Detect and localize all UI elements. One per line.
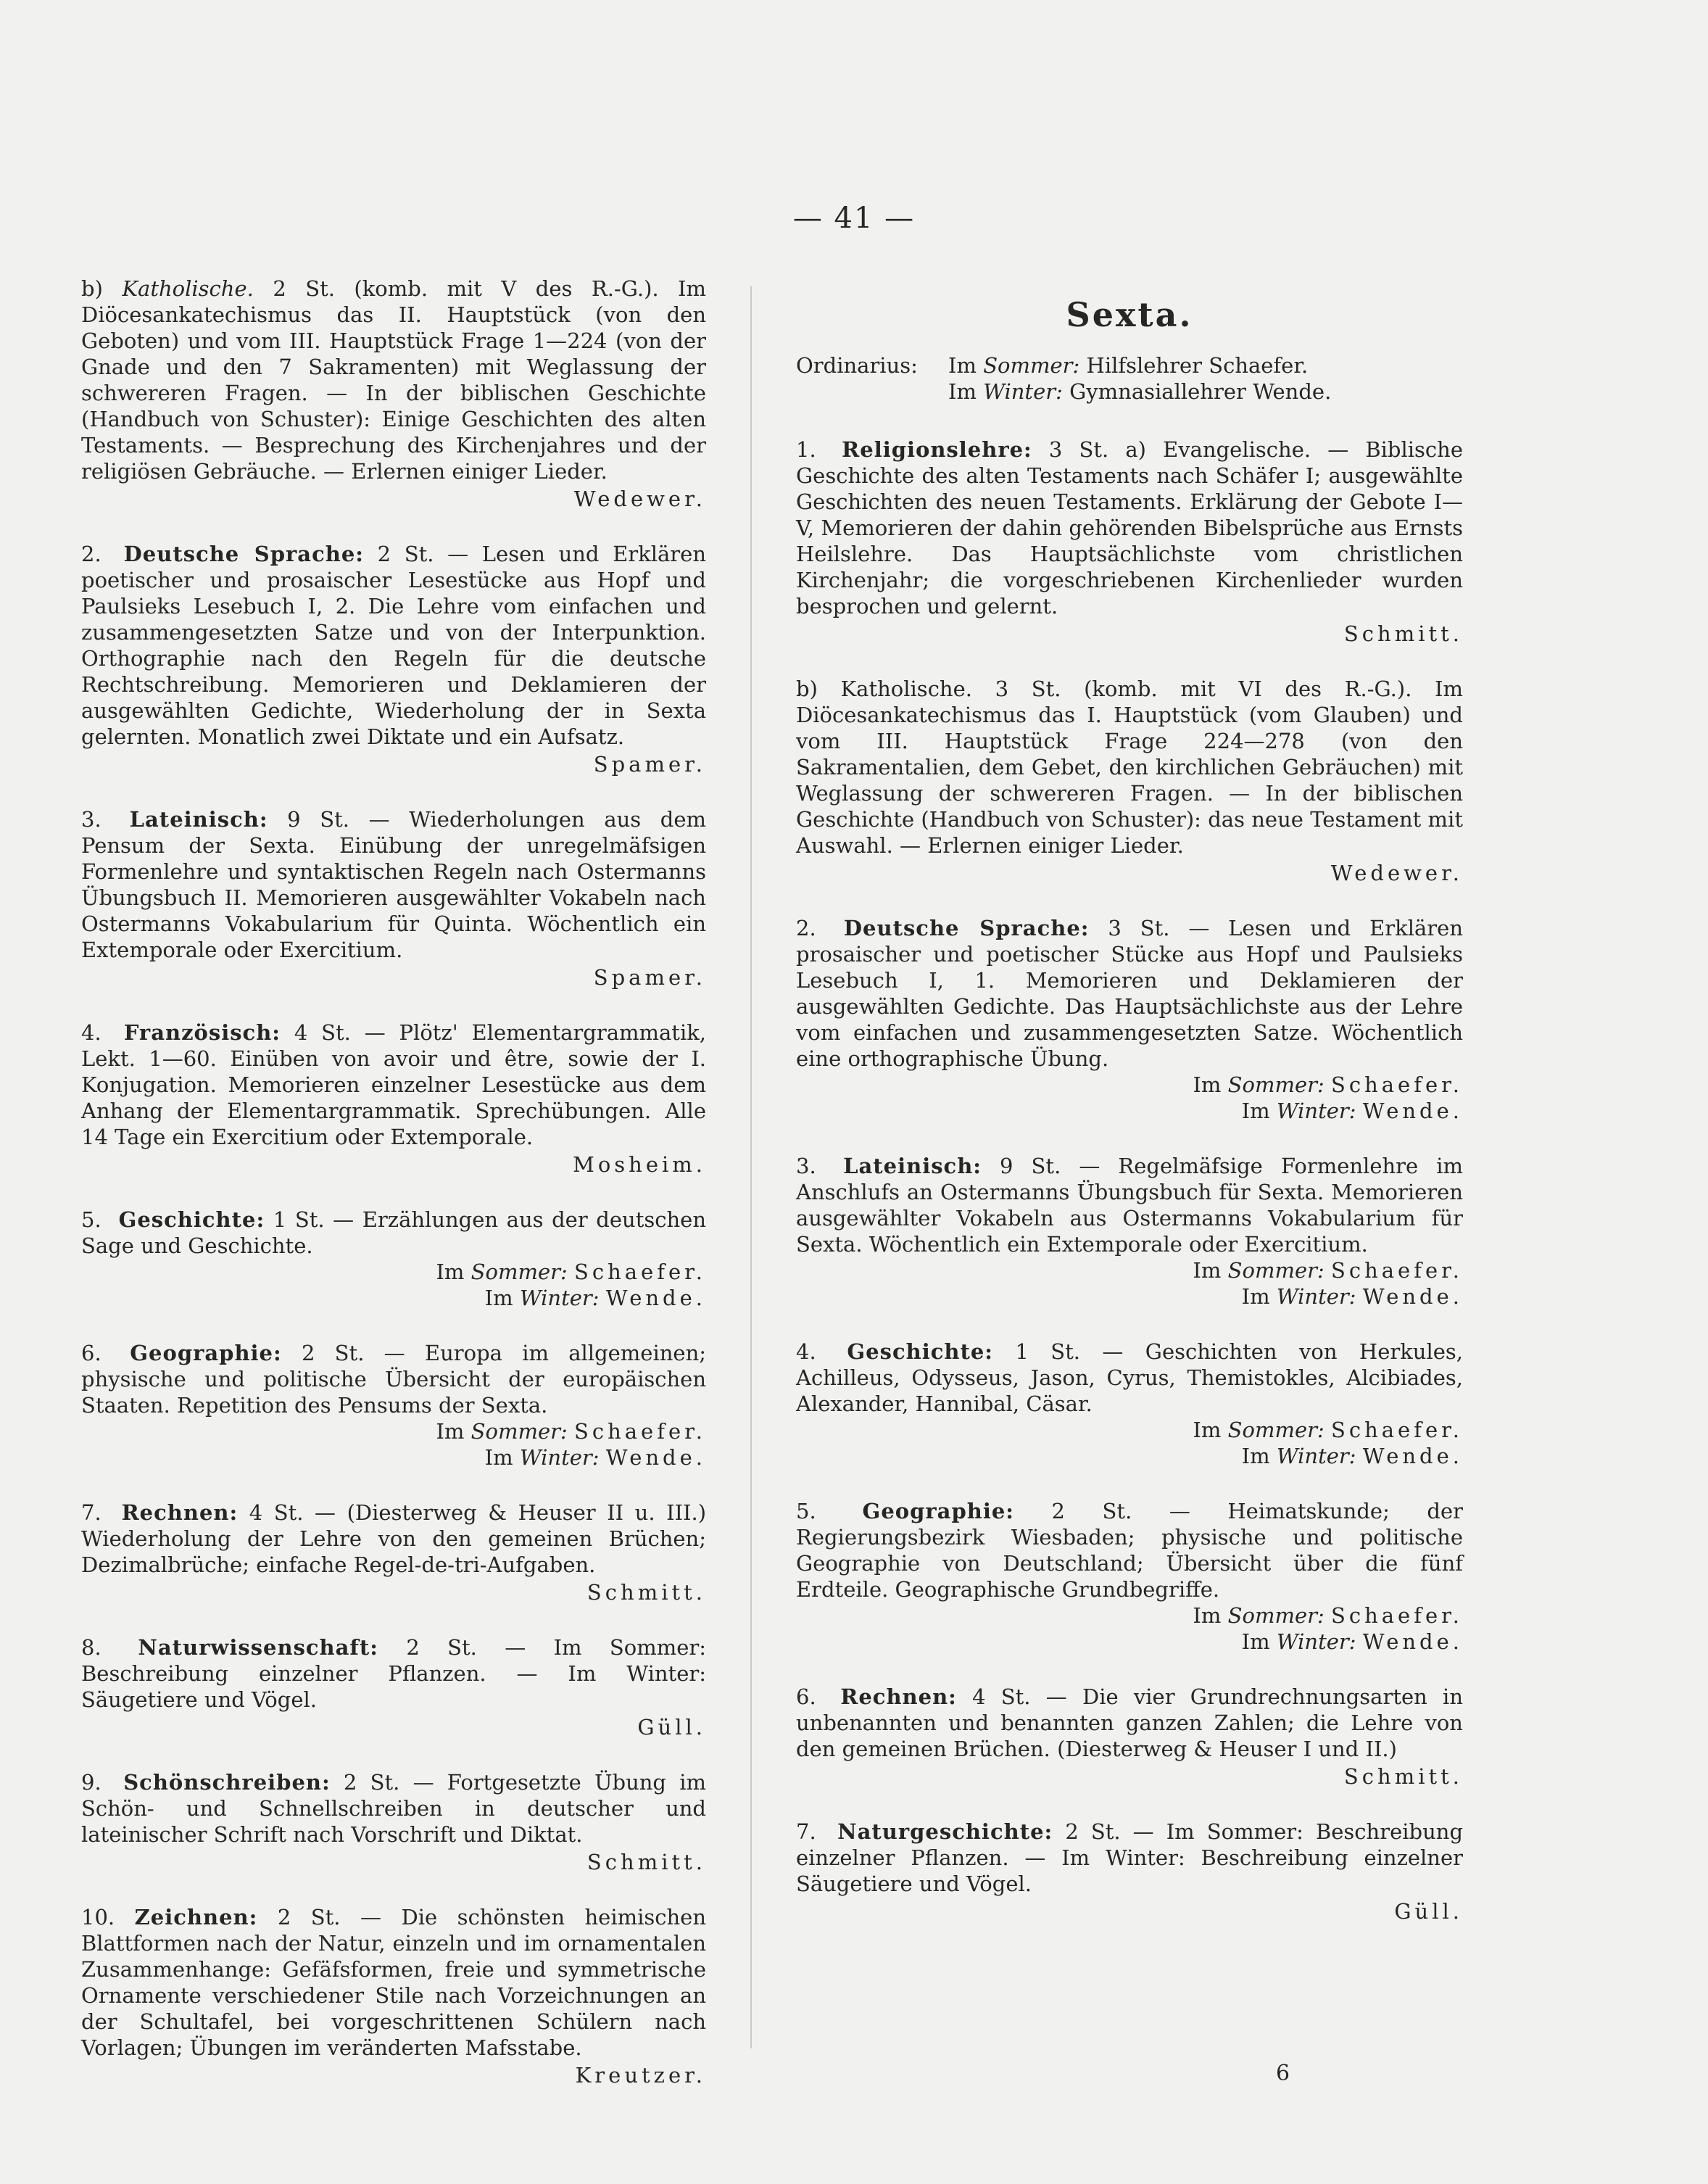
subject-title: Geschichte: [847,1339,994,1364]
teacher-name: Schmitt. [586,1580,706,1605]
entry-text: 4 St. — Die vier Grundrechnungsarten in unbenannten und benannten ganzen Zahlen; die Lehre von den gemeinen Brüchen. (Diesterweg & Heuser I und II.) [796,1684,1464,1761]
winter-teacher: Gymnasiallehrer Wende. [1069,379,1332,404]
item-number: 10. [81,1905,115,1929]
item-number: 4. [796,1339,816,1364]
right-column [796,276,1463,1953]
entry-text: 3 St. — Lesen und Erklären prosaischer und poetischer Stücke aus Hopf und Paulsieks Lesebuch I, 1. Memorieren und Deklamieren der ausgewählten Gedichte. Das Hauptsächlichste aus der Lehre vom einfachen und zusammengesetzten Satze. Wöchentlich eine orthographische Übung. [796,916,1464,1071]
list-item [796,437,1463,647]
item-number: 1. [796,437,816,462]
subject-title: Religionslehre: [842,437,1032,462]
left-column [81,276,706,2117]
winter-teacher: Im Winter: Wende. [1241,1444,1463,1468]
summer-teacher: Im Sommer: Schaefer. [436,1259,706,1284]
teacher-name: Mosheim. [573,1152,706,1177]
list-item [81,1019,706,1178]
list-item [81,1769,706,1875]
ordinarius-block: Ordinarius: Im Sommer: Hilfslehrer Schaefer. Im Winter: Gymnasiallehrer Wende. [796,353,1332,404]
subject-title: Geographie: [130,1341,282,1365]
subject-title: Deutsche Sprache: [843,916,1090,940]
teacher-name: Güll. [1394,1899,1463,1924]
item-number: 3. [796,1154,816,1178]
subject-title: Rechnen: [840,1684,957,1709]
list-item [81,1340,706,1471]
item-number: 5. [796,1499,816,1523]
subject-title: Geographie: [862,1499,1014,1523]
item-number: 6. [81,1341,101,1365]
entry-text: 2 St. — Im Sommer: Beschreibung einzelner Pflanzen. — Im Winter: Beschreibung einzelner Säugetiere und Vögel. [796,1819,1464,1896]
list-item [81,1904,706,2088]
item-number: 7. [796,1819,816,1844]
column-divider [750,286,752,2048]
entry-text: 4 St. — (Diesterweg & Heuser II u. III.) Wiederholung der Lehre von den gemeinen Brüchen; Dezimalbrüche; einfache Regel-de-tri-Aufgaben. [81,1500,707,1577]
list-item [81,1500,706,1605]
entry-text: 2 St. — Die schönsten heimischen Blattformen nach der Natur, einzeln und im ornamentalen Zusammenhange: Gefäfsformen, freie und symmetrische Ornamente verschiedener Stile nach Vorzeichnungen an der Schultafel, bei vorgeschrittenen Schülern nach Vorlagen; Übungen im veränderten Mafsstabe. [81,1905,707,2060]
entry-text: 2 St. — Europa im allgemeinen; physische und politische Übersicht der europäischen Staaten. Repetition des Pensums der Sexta. [81,1341,707,1418]
entry-text: 2 St. — Im Sommer: Beschreibung einzelner Pflanzen. — Im Winter: Säugetiere und Vögel. [81,1635,706,1712]
list-item [81,806,706,990]
teacher-name: Kreutzer. [575,2063,706,2088]
list-item [81,541,706,777]
entry-text: 4 St. — Plötz' Elementargrammatik, Lekt. 1—60. Einüben von avoir und être, sowie der I. Konjugation. Memorieren einzelner Lesestücke aus dem Anhang der Elementargrammatik. Sprechübungen. Alle 14 Tage ein Exercitium oder Extemporale. [81,1020,707,1149]
teacher-name: Spamer. [593,965,706,990]
summer-teacher: Im Sommer: Schaefer. [1193,1418,1463,1442]
subject-title: Lateinisch: [843,1154,982,1178]
entry-text: 9 St. — Regelmäfsige Formenlehre im Anschlufs an Ostermanns Übungsbuch für Sexta. Memorieren ausgewählter Vokabeln aus Ostermanns Vokabularium für Sexta. Wöchentlich ein Extemporale oder Exercitium. [796,1154,1464,1257]
entry-text: b) Katholische. 3 St. (komb. mit VI des R.-G.). Im Diöcesankatechismus das I. Hauptstück (vom Glauben) und vom III. Hauptstück Frage 224—278 (von den Sakramentalien, dem Gebet, den kirchlichen Gebräuchen) mit Weglassung der schwereren Fragen. — In der biblischen Geschichte (Handbuch von Schuster): das neue Testament mit Auswahl. — Erlernen einiger Lieder. [796,677,1463,858]
summer-teacher: Im Sommer: Schaefer. [1193,1258,1463,1283]
subject-title: Geschichte: [118,1207,265,1232]
subject-title: Naturwissenschaft: [138,1635,379,1660]
page-number: — 41 — [792,202,916,235]
list-item [81,1207,706,1311]
winter-teacher: Im Winter: Wende. [1241,1629,1463,1654]
winter-teacher: Im Winter: Wende. [1241,1099,1463,1123]
subject-title: Rechnen: [121,1500,239,1525]
teacher-name: Wedewer. [1330,861,1463,885]
summer-teacher: Hilfslehrer Schaefer. [1086,353,1309,378]
entry-text: 1 St. — Geschichten von Herkules, Achilleus, Odysseus, Jason, Cyrus, Themistokles, Alcibiades, Alexander, Hannibal, Cäsar. [796,1339,1464,1416]
subject-title: Zeichnen: [134,1905,258,1929]
ordinarius-label: Ordinarius: [796,353,918,378]
entry-heading: Katholische. [122,276,254,301]
printer-signature: 6 [1276,2061,1290,2086]
entry-text: 2 St. — Heimatskunde; der Regierungsbezirk Wiesbaden; physische und politische Geographie von Deutschland; Übersicht über die fünf Erdteile. Geographische Grundbegriffe. [796,1499,1463,1602]
teacher-name: Güll. [637,1715,706,1740]
entry-text: 2 St. (komb. mit V des R.-G.). Im Diöcesankatechismus das II. Hauptstück (von den Geboten) und vom III. Hauptstück Frage 1—224 (von der Gnade und den 7 Sakramenten) mit Weglassung der schwereren Fragen. — In der biblischen Geschichte (Handbuch von Schuster): Einige Geschichten des alten Testaments. — Besprechung des Kirchenjahres und der religiösen Gebräuche. — Erlernen einiger Lieder. [81,276,707,484]
winter-teacher: Im Winter: Wende. [484,1445,706,1470]
list-item [81,1634,706,1740]
subject-title: Schönschreiben: [123,1770,331,1795]
summer-teacher: Im Sommer: Schaefer. [1193,1072,1463,1097]
item-number: 3. [81,807,101,832]
subject-title: Lateinisch: [129,807,268,832]
item-number: 2. [81,542,101,566]
item-number: 6. [796,1684,816,1709]
entry-text: 2 St. — Fortgesetzte Übung im Schön- und Schnellschreiben in deutscher und lateinischer Schrift nach Vorschrift und Diktat. [81,1770,706,1847]
subject-title: Deutsche Sprache: [123,542,364,566]
section-title: Sexta. [1066,295,1193,334]
item-number: 4. [81,1020,101,1045]
item-number: 5. [81,1207,101,1232]
list-item [796,1339,1463,1469]
subject-title: Naturgeschichte: [837,1819,1053,1844]
entry-label: b) [81,276,103,301]
list-item [796,1684,1463,1790]
summer-teacher: Im Sommer: Schaefer. [436,1419,706,1444]
winter-teacher: Im Winter: Wende. [484,1286,706,1310]
teacher-name: Wedewer. [573,487,706,511]
teacher-name: Schmitt. [586,1850,706,1874]
teacher-name: Schmitt. [1343,621,1463,646]
list-item [796,915,1463,1124]
entry-text: 9 St. — Wiederholungen aus dem Pensum der Sexta. Einübung der unregelmäfsigen Formenlehre und syntaktischen Regeln nach Ostermanns Übungsbuch II. Memorieren ausgewählter Vokabeln nach Ostermanns Vokabularium für Quinta. Wöchentlich ein Extemporale oder Exercitium. [81,807,707,962]
item-number: 2. [796,916,816,940]
item-number: 8. [81,1635,101,1660]
list-item [796,1153,1463,1310]
item-number: 7. [81,1500,101,1525]
teacher-name: Schmitt. [1343,1764,1463,1789]
list-item [796,1819,1463,1924]
list-item [796,676,1463,886]
list-item [796,1498,1463,1655]
entry-text: 3 St. a) Evangelische. — Biblische Geschichte des alten Testaments nach Schäfer I; ausgewählte Geschichten des neuen Testaments. Erklärung der Gebote I—V, Memorieren der dahin gehörenden Bibelsprüche aus Ernsts Heilslehre. Das Hauptsächlichste vom christlichen Kirchenjahr; die vorgeschriebenen Kirchenlieder wurden besprochen und gelernt. [796,437,1464,619]
entry-text: 1 St. — Erzählungen aus der deutschen Sage und Geschichte. [81,1207,706,1258]
winter-teacher: Im Winter: Wende. [1241,1284,1463,1309]
item-number: 9. [81,1770,101,1795]
teacher-name: Spamer. [593,752,706,777]
catholic-religion-entry [81,276,706,512]
summer-teacher: Im Sommer: Schaefer. [1193,1603,1463,1628]
entry-text: 2 St. — Lesen und Erklären poetischer und prosaischer Lesestücke aus Hopf und Paulsieks Lesebuch I, 2. Die Lehre vom einfachen und zusammengesetzten Satze und von der Interpunktion. Orthographie nach den Regeln für die deutsche Rechtschreibung. Memorieren und Deklamieren der ausgewählten Gedichte, Wiederholung der in Sexta gelernten. Monatlich zwei Diktate und ein Aufsatz. [81,542,707,749]
subject-title: Französisch: [123,1020,281,1045]
